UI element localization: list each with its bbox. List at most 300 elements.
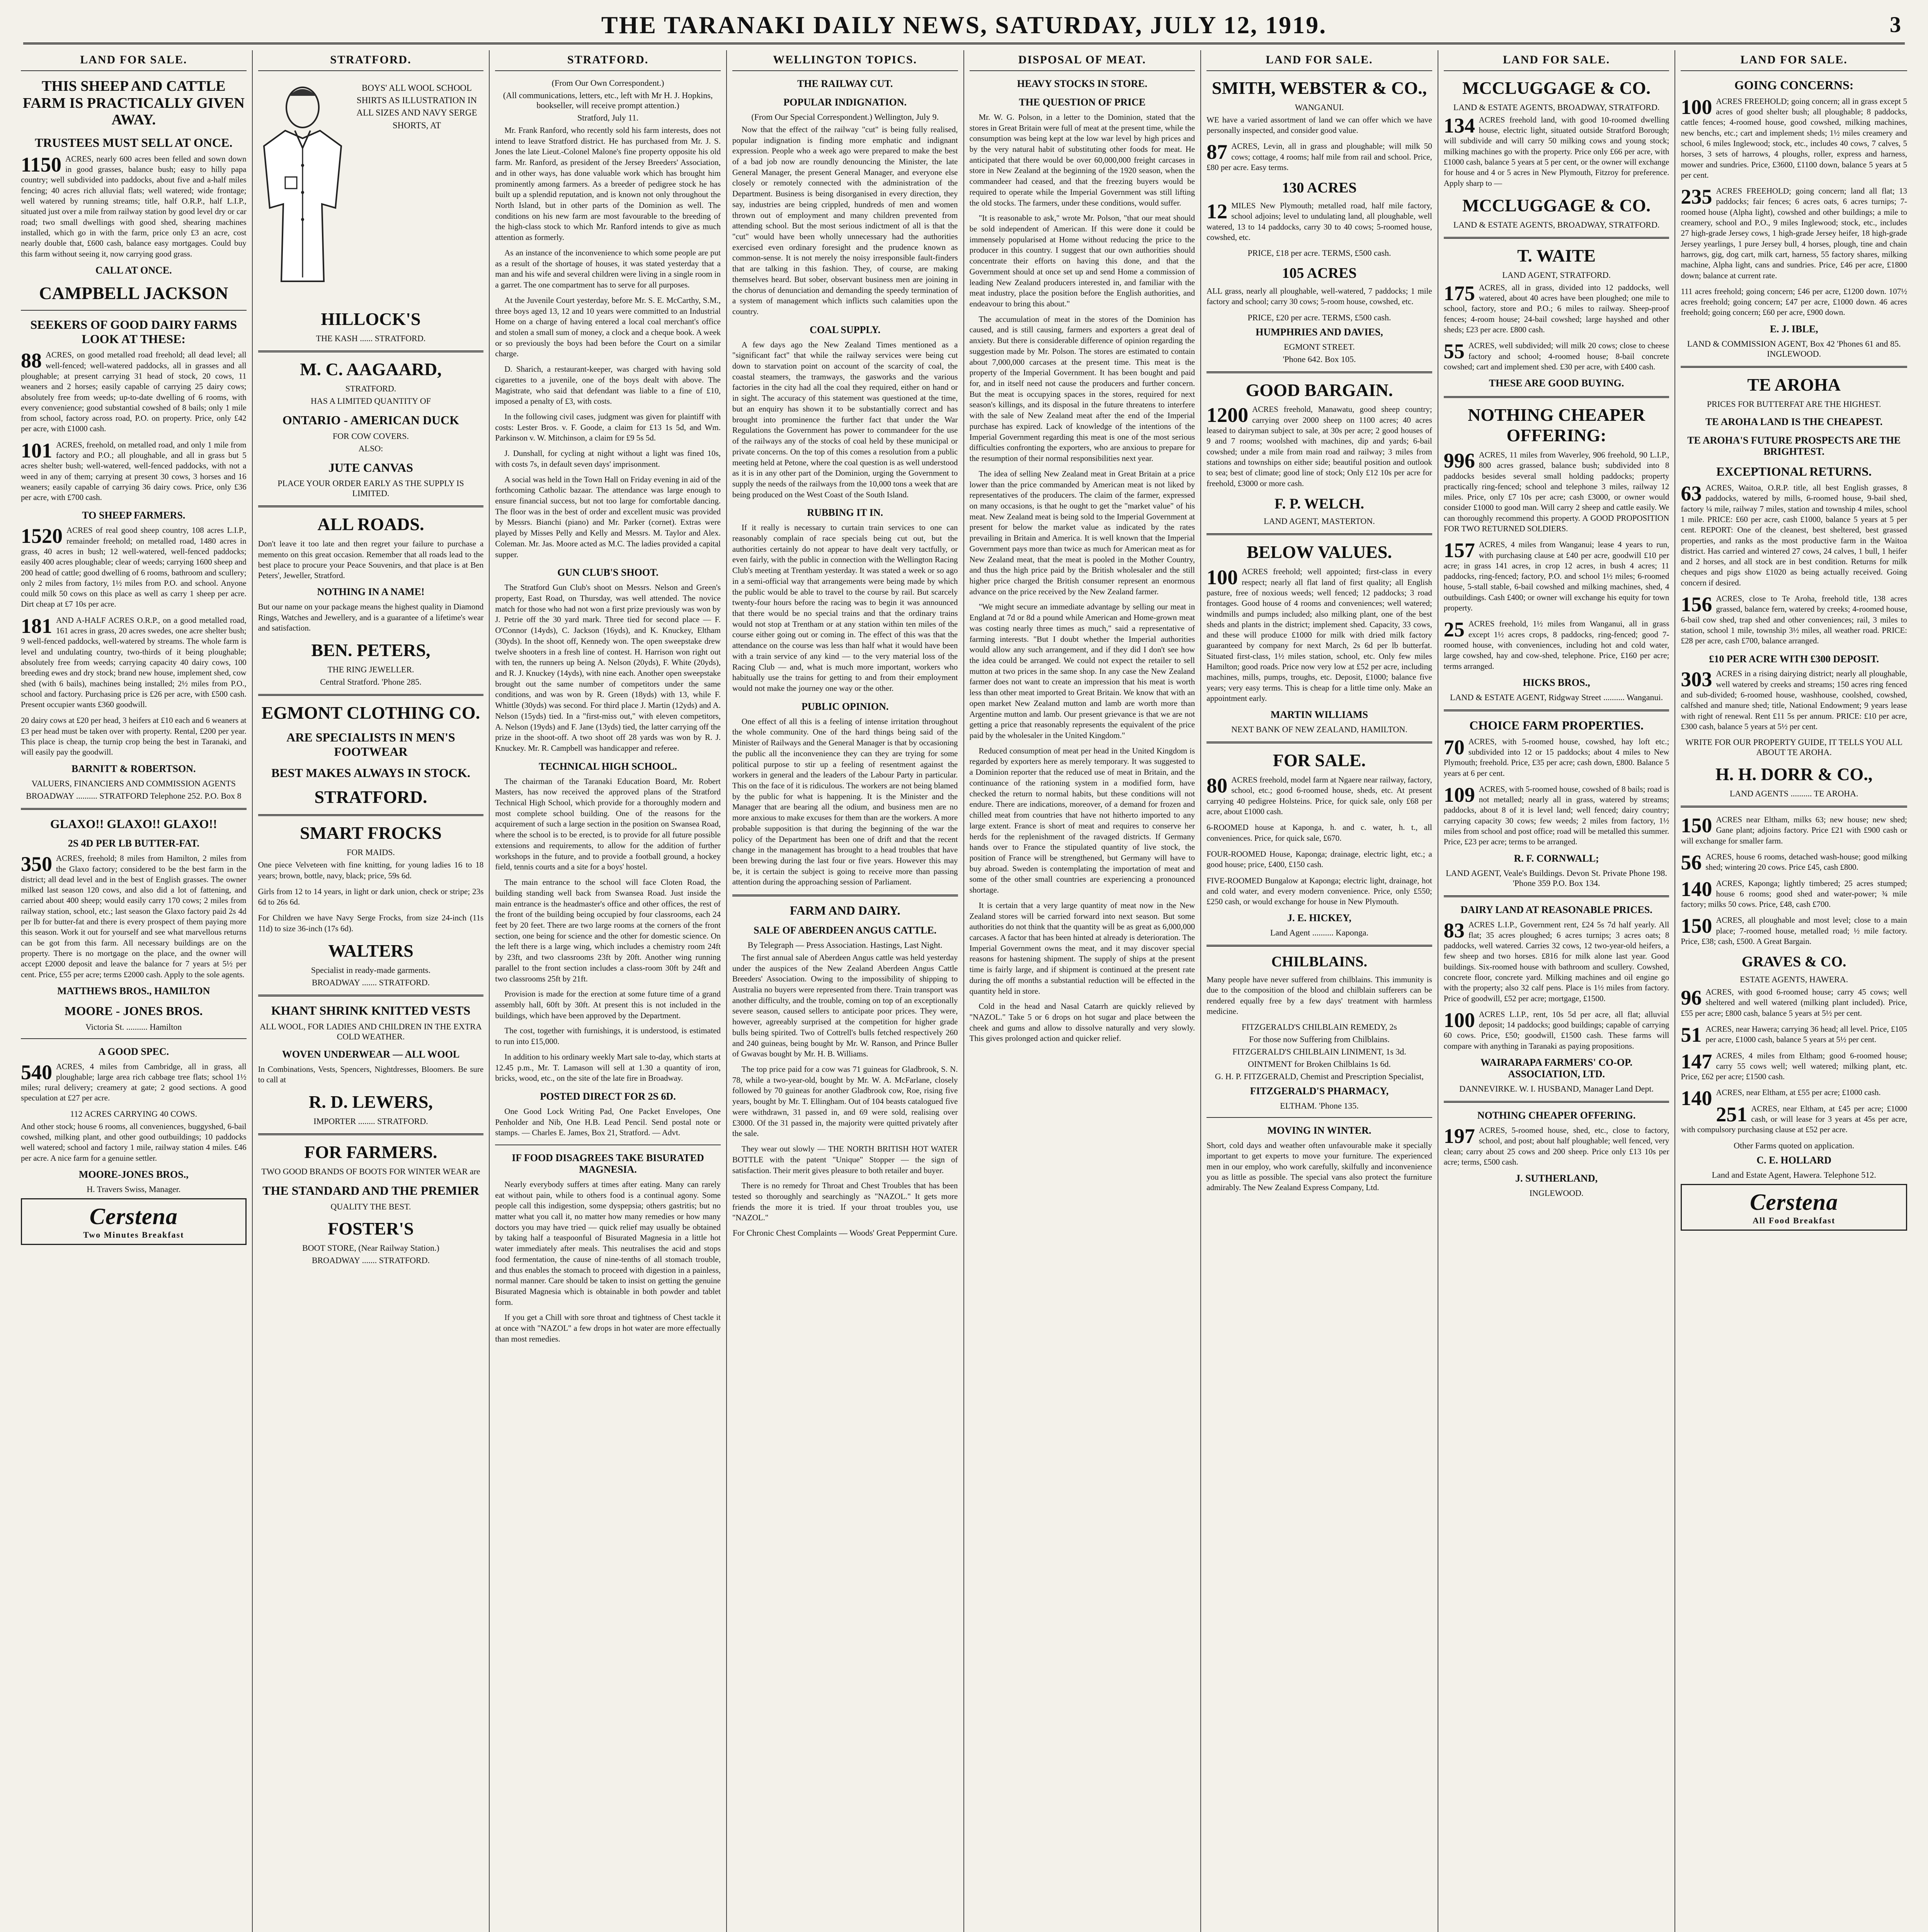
double-divider xyxy=(1681,366,1907,368)
centered-line: Land Agent .......... Kaponga. xyxy=(1270,928,1369,938)
ad-lead-number: 88 xyxy=(21,349,42,372)
shirt-figure-icon xyxy=(258,80,347,297)
ad-lead-number: 156 xyxy=(1681,593,1712,616)
article-paragraph: One effect of all this is a feeling of intense irritation throughout the whole community. One of the hard things being said of the Minister of Railways and the General Manager is that by occasioning the public all the inconvenience they can they are trying for some political purpose to stir up a feeling of resentment against the workers in general and the leaders of the Labour Party in particular. This on the face of it is ridiculous. The workers are not being blamed by the public for what is happening. It is the Minister and the Manager that are bearing all the odium, and business men are no more anxious to make excuses for them than are the workers. A more probable supposition is that during the beginning of the war the policy of the Department has been one of drift and that the recent change in the management has brought to a head troubles that have been brewing during the last four or five years. However this may be, it is certain the subject is going to receive more than passing attention during the approaching session of Parliament. xyxy=(732,716,958,887)
headline: HILLOCK'S xyxy=(321,309,421,329)
advertiser-name: J. E. HICKEY, xyxy=(1287,912,1351,924)
headline: EGMONT CLOTHING CO. xyxy=(261,703,480,723)
centered-line: QUALITY THE BEST. xyxy=(330,1201,411,1211)
article-paragraph: A social was held in the Town Hall on Friday evening in aid of the forthcoming Catholic bazaar. The attendance was large enough to ensure financial success, but not too large for comfortable dancing. The floor was in the best of order and excellent music was provided by Messrs. Bianchi (piano) and Mr. Parker (cornet). Extras were played by Misses Pelly and Kelly and Messrs. M. Taylor and Alex. Coleman. Mr. Jas. Moore acted as M.C. The ladies provided a capital supper. xyxy=(495,474,721,559)
advertiser-name: E. J. IBLE, xyxy=(1770,323,1818,335)
centered-line: For Chronic Chest Complaints — Woods' Great Peppermint Cure. xyxy=(732,1228,958,1238)
advertisement-text: Girls from 12 to 14 years, in light or dark union, check or stripe; 23s 6d to 26s 6d. xyxy=(258,886,484,907)
centered-line: 'Phone 642. Box 105. xyxy=(1283,354,1356,364)
headline: EXCEPTIONAL RETURNS. xyxy=(1716,464,1872,479)
headline: COAL SUPPLY. xyxy=(810,324,881,335)
headline: MCCLUGGAGE & CO. xyxy=(1462,195,1651,215)
ad-lead-number: 140 xyxy=(1681,1087,1712,1110)
double-divider xyxy=(1681,806,1907,808)
column-7 xyxy=(1438,50,1676,1932)
centered-line: Stratford, July 11. xyxy=(577,113,639,122)
advertisement-text: 175 ACRES, all in grass, divided into 12 paddocks, well watered, about 40 acres have been ploughed; one mile to school, factory, store and P.O.; 6 miles to railway. Sheep-proof fences; 4-room house; 24-bail cowshed; large hayshed and other sheds; £23 per acre. £800 cash. xyxy=(1443,281,1669,334)
centered-line: WRITE FOR OUR PROPERTY GUIDE, IT TELLS YOU ALL ABOUT TE AROHA. xyxy=(1685,737,1902,757)
column-4 xyxy=(727,50,964,1932)
centered-line: OINTMENT for Broken Chilblains 1s 6d. xyxy=(1247,1059,1391,1069)
article-paragraph: In addition to his ordinary weekly Mart sale to-day, which starts at 12.45 p.m., Mr. T. Lamason will sell at 1.30 a quantity of iron, bricks, wood, etc., on the site of the late fire in Broadway. xyxy=(495,1052,721,1083)
headline: BEN. PETERS, xyxy=(311,640,431,660)
ad-lead-number: 140 xyxy=(1681,877,1712,901)
centered-line: By Telegraph — Press Association. Hastings, Last Night. xyxy=(747,940,943,950)
headline: POPULAR INDIGNATION. xyxy=(783,96,907,108)
ad-lead-number: 25 xyxy=(1443,618,1465,641)
centered-line: NEXT BANK OF NEW ZEALAND, HAMILTON. xyxy=(1231,724,1407,735)
centered-line: PRICE, £18 per acre. TERMS, £500 cash. xyxy=(1247,248,1391,258)
article-paragraph: Nearly everybody suffers at times after eating. Many can rarely eat without pain, while to others food is a continual agony. Some people call this indigestion, some dyspepsia; others gastritis; but no matter what you call it, no matter how many remedies or how many doctors you may have tried — quick relief may usually be obtained by taking half a teaspoonful of Bisurated Magnesia in a little hot water immediately after meals. This neutralises the acid and stops food fermentation, the cause of nine-tenths of all stomach trouble, and thus enables the stomach to proceed with digestion in a painless, normal manner. Care should be taken to insist on getting the genuine Bisurated Magnesia which is obtainable in both powder and tablet form. xyxy=(495,1179,721,1307)
article-paragraph: It is certain that a very large quantity of meat now in the New Zealand stores will be carried forward into next season. But some authorities do not think that the quantity will be as great as 6,000,000 carcases. A factor that has been hinted at already is deterioration. The Imperial Government owns the meat, and it may discover special reasons for hastening shipment. The supply of ships at the present time is fairly large, and if shipment is continued at the present rate during the off months a substantial reduction will be effected in the quantity held in store. xyxy=(969,900,1195,996)
advertiser-name: HICKS BROS., xyxy=(1523,677,1590,688)
advertiser-name: J. SUTHERLAND, xyxy=(1515,1173,1598,1184)
advertisement-text: Don't leave it too late and then regret your failure to purchase a memento on this great occasion. Remember that all roads lead to the best place to procure your Peace Souvenirs, and that place is at Ben Peters', Jeweller, Stratford. xyxy=(258,539,484,580)
ad-lead-number: 540 xyxy=(21,1060,52,1084)
advertisement-text: 111 acres freehold; going concern; £46 per acre, £1200 down. 107½ acres freehold; going concern; £47 per acre, £1000 down. 46 acres freehold; going concern; £60 per acre, £900 down. xyxy=(1681,286,1907,317)
advertisement-text: 350 ACRES, freehold; 8 miles from Hamilton, 2 miles from the Glaxo factory; considered to be the best farm in the district; all dead level and in the best of English grasses. The owner milked last season 120 cows, and also did a lot of fattening, and carried about 400 sheep; would easily carry 170 cows; 2 miles from railway station, school, etc.; last season the Glaxo factory paid 2s 4d per lb for butter-fat and there is every prospect of them paying more this season. Work it out for yourself and see what marvellous returns can be got from this farm. All necessary buildings are on the property. There is no mortgage on the place, and the owner will accept £2000 deposit and leave the balance for 7 years at 5½ per cent. Price, £55 per acre; terms £2000 cash. Apply to the sole agents. xyxy=(21,852,247,979)
advertisement-text: One piece Velveteen with fine knitting, for young ladies 16 to 18 years; brown, bottle, navy, black; price, 59s 6d. xyxy=(258,860,484,880)
advertisement-text: 1200 ACRES freehold, Manawatu, good sheep country; carrying over 2000 sheep on 1100 acres; 40 acres leased to dairyman subject to sale, at 30s per acre; 2 good houses of 9 and 7 rooms; woolshed with machines, dip and yards; 6-bail cowshed; under a mile from main road and railway; 3 miles from stations and townships on either side; beautiful position and outlook to sea; best of climate; good line of stock; Only £12 10s per acre for freehold, £3000 or more cash. xyxy=(1206,403,1432,488)
headline: SEEKERS OF GOOD DAIRY FARMS LOOK AT THESE: xyxy=(30,317,237,346)
headline: THE STANDARD AND THE PREMIER xyxy=(262,1184,479,1198)
article-paragraph: D. Sharich, a restaurant-keeper, was charged with having sold cigarettes to a juvenile, one of the boys dealt with above. The Magistrate, who said that defendant was liable to a fine of £10, imposed a penalty of £3, with costs. xyxy=(495,364,721,406)
centered-line: VALUERS, FINANCIERS AND COMMISSION AGENTS xyxy=(31,778,236,788)
centered-line: HAS A LIMITED QUANTITY OF xyxy=(311,396,431,406)
headline: KHANT SHRINK KNITTED VESTS xyxy=(271,1003,471,1017)
ad-lead-number: 197 xyxy=(1443,1124,1475,1148)
article-paragraph: A few days ago the New Zealand Times mentioned as a "significant fact" that while the railway services were being cut down to starvation point on account of the scarcity of coal, the coastal steamers, the tramways, the gasworks and the various factories in the city had all the coal they required, either on hand or in sight. The accuracy of this statement was questioned at the time, but an enquiry has shown it to be substantially correct and has brought into prominence the further fact that under the War Regulations the Government has power to commandeer for the use of the railways any of the stocks of coal held by these municipal or private concerns. On the top of this comes a resolution from a public meeting held at Petone, where the coal question is as well understood as it is in any other part of the Dominion, urging the Government to supply the needs of the railways from the 10,000 tons a week that are being produced on the West Coast of the South Island. xyxy=(732,340,958,499)
headline: TECHNICAL HIGH SCHOOL. xyxy=(539,760,677,772)
headline: GUN CLUB'S SHOOT. xyxy=(557,567,659,578)
centered-line: THE KASH ...... STRATFORD. xyxy=(316,333,426,343)
advertisement-text: And other stock; house 6 rooms, all conveniences, buggyshed, 6-bail cowshed, milking plant, and other good outbuildings; 10 paddocks well watered; school and factory 1 mile, railway station 4 miles. £46 per acre. A nice farm for a genuine settler. xyxy=(21,1121,247,1163)
double-divider xyxy=(732,895,958,896)
advertisement-text: WE have a varied assortment of land we can offer which we have personally inspected, and consider good value. xyxy=(1206,115,1432,135)
article-paragraph: As an instance of the inconvenience to which some people are put as a result of the shortage of houses, it was stated yesterday that a man and his wife and several children were living in a single room in a garret. The one compartment has to serve for all purposes. xyxy=(495,248,721,290)
ad-lead-number: 70 xyxy=(1443,735,1465,759)
advertisement-text: 12 MILES New Plymouth; metalled road, half mile factory, school adjoins; level to undulating land, all ploughable, well watered, 13 to 14 paddocks, carry 30 to 40 cows; 5-roomed house, cowshed, etc. xyxy=(1206,200,1432,242)
advertisement-text: 150 ACRES near Eltham, milks 63; new house; new shed; Gane plant; adjoins factory. Price £21 with £900 cash or will exchange for smaller farm. xyxy=(1681,814,1907,845)
advertisement-text: 140 ACRES, near Eltham, at £55 per acre; £1000 cash. xyxy=(1681,1087,1881,1110)
article-paragraph: Mr. W. G. Polson, in a letter to the Dominion, stated that the stores in Great Britain were full of meat at the present time, while the consumption was being kept at the low war level by high prices and by the very natural habit of substituting other foods for meat. He anticipated that there would be over 60,000,000 freight carcases in store in New Zealand at the beginning of the 1920 season, when the commandeer had ceased, and that the freezing buyers would be required to operate while the Imperial Government was still lifting the old stocks. The farmers, under these conditions, would suffer. xyxy=(969,112,1195,207)
advertiser-name: CALL AT ONCE. xyxy=(95,264,172,276)
centered-line: FITZGERALD'S CHILBLAIN REMEDY, 2s xyxy=(1241,1022,1397,1032)
headline: 105 ACRES xyxy=(1282,265,1357,282)
centered-line: FITZGERALD'S CHILBLAIN LINIMENT, 1s 3d. xyxy=(1232,1047,1406,1057)
article-paragraph: "It is reasonable to ask," wrote Mr. Polson, "that our meat should be sold independent of American. If this were done it could be immensely popularised at Home without reducing the price to the producer in this country. I suggest that our own authorities should concentrate their efforts on having this done, and that the Government should at once set up and send Home a commission of leading New Zealand producers interested in, and familiar with the meat industry, place the position before the English authorities, and endeavour to bring this about." xyxy=(969,213,1195,308)
column-1 xyxy=(15,50,253,1932)
headline: FOR FARMERS. xyxy=(304,1142,437,1162)
advertisement-text: ALL grass, nearly all ploughable, well-watered, 7 paddocks; 1 mile factory and school; carry 30 cows; 5-room house, cowshed, etc. xyxy=(1206,286,1432,306)
advertisement-text: 55 ACRES, well subdivided; will milk 20 cows; close to cheese factory and school; 4-roomed house; 8-bail concrete cowshed; cart and implement shed. £30 per acre, with £400 cash. xyxy=(1443,340,1669,371)
advertiser-name: R. F. CORNWALL; xyxy=(1514,852,1599,864)
headline: ALL ROADS. xyxy=(317,514,424,534)
advertisement-text: In Combinations, Vests, Spencers, Nightdresses, Bloomers. Be sure to call at xyxy=(258,1064,484,1084)
column-heading: LAND FOR SALE. xyxy=(1444,50,1669,71)
advertiser-name: HUMPHRIES AND DAVIES, xyxy=(1256,326,1383,338)
ad-lead-number: 55 xyxy=(1443,340,1465,363)
article-paragraph: There is no remedy for Throat and Chest Troubles that has been tested so thoroughly and searchingly as "NAZOL." It gets more friends the more it is tried. If your throat troubles you, use "NAZOL." xyxy=(732,1181,958,1223)
page-number: 3 xyxy=(1890,12,1901,37)
double-divider xyxy=(258,694,484,696)
headline: F. P. WELCH. xyxy=(1274,495,1364,512)
divider xyxy=(1206,1117,1432,1118)
centered-line: ALSO: xyxy=(358,443,383,453)
boy-shirt-illustration xyxy=(258,80,347,297)
column-2 xyxy=(253,50,490,1932)
column-heading: LAND FOR SALE. xyxy=(21,50,247,71)
centered-line: PRICE, £20 per acre. TERMS, £500 cash. xyxy=(1247,312,1391,322)
article-paragraph: The idea of selling New Zealand meat in Great Britain at a price lower than the price commanded by American meat is not liked by representatives of the producers. The claim of the farmer, expressed on many occasions, is that he ought to get the "market value" of his meat. New Zealand meat is being sold to the Imperial Government at present for below the market value as indicated by the rates prevailing in Britain and America. It is well known that the Imperial Government pays more than twice as much for American meat as for New Zealand meat, that the meat is pooled in the Mother Country, and thus the high price paid by the British wholesaler and the still higher price charged the British consumer represent an enormous advance on the price received by the New Zealand farmer. xyxy=(969,469,1195,596)
advertiser-name: MARTIN WILLIAMS xyxy=(1270,709,1368,721)
article-paragraph: The first annual sale of Aberdeen Angus cattle was held yesterday under the auspices of the New Zealand Aberdeen Angus Cattle Breeders' Association. Owing to the impossibility of shipping to Australia no buyers were represented from there. Train transport was another difficulty, and the trouble, coming on top of an exceptionally severe season, caused sellers to anticipate poor prices. They were, however, agreeably surprised at the competition for higher grade bulls being spirited. Two of Cottrell's bulls fetched respectively 260 and 240 guineas, being bought by Mr. W. Ranson, and Prince Buller of Gwavas bought by Mr. H. B. Williams. xyxy=(732,952,958,1059)
advertisement-text: 63 ACRES, Waitoa, O.R.P. title, all best English grasses, 8 paddocks, watered by mills, 6-roomed house, 9-bail shed, factory ¼ mile, railway 7 miles, station and township 4 miles, school 1 mile. PRICE: £60 per acre, cash £1000, balance 5 years at 5 per cent. REPORT: One of the cleanest, best sheltered, best grassed properties, and ranks as the most productive farm in the Waitoa district. Has carried and wintered 27 cows, 24 calves, 1 bull, 1 heifer and 2 horses, and all stock are in best condition. Returns for milk cheques and pigs show £1020 as being actually received. Going concern if desired. xyxy=(1681,482,1907,587)
centered-line: WANGANUI. xyxy=(1295,102,1344,112)
headline: NOTHING CHEAPER OFFERING: xyxy=(1468,405,1645,446)
centered-line: Central Stratford. 'Phone 285. xyxy=(320,677,422,687)
centered-line: DANNEVIRKE. W. I. HUSBAND, Manager Land Dept. xyxy=(1459,1084,1654,1094)
advertisement-text: 101 ACRES, freehold, on metalled road, and only 1 mile from factory and P.O.; all ploughable, and all in grass but 5 acres shelter bush; well-watered, well-fenced paddocks, with not a weed in any of them; carrying at present 30 cows, 3 horses and 16 weaners; easily capable of carrying 36 dairy cows. Price, only £36 per acre, with £700 cash. xyxy=(21,439,247,502)
double-divider xyxy=(258,1133,484,1135)
column-heading: WELLINGTON TOPICS. xyxy=(732,50,958,71)
advertisement-text: 540 ACRES, 4 miles from Cambridge, all in grass, all ploughable; large area rich cabbage tree flats; school 1½ miles; rural delivery; creamery at gate; 2 good sections. A good speculation at £27 per acre. xyxy=(21,1060,247,1103)
centered-line: 112 ACRES CARRYING 40 COWS. xyxy=(70,1109,197,1119)
ad-lead-number: 235 xyxy=(1681,185,1712,209)
headline: TRUSTEES MUST SELL AT ONCE. xyxy=(35,136,233,150)
headline: M. C. AAGAARD, xyxy=(300,359,442,379)
centered-line: (From Our Special Correspondent.) Wellington, July 9. xyxy=(751,112,939,122)
ad-lead-number: 12 xyxy=(1206,200,1228,223)
headline: H. H. DORR & CO., xyxy=(1715,764,1873,784)
headline: MOORE - JONES BROS. xyxy=(65,1003,203,1018)
headline: 2S 4D PER LB BUTTER-FAT. xyxy=(68,838,199,849)
headline: TE AROHA'S FUTURE PROSPECTS ARE THE BRIGHTEST. xyxy=(1687,434,1901,457)
centered-line: FOR MAIDS. xyxy=(347,847,395,857)
double-divider xyxy=(258,505,484,507)
double-divider xyxy=(258,995,484,997)
masthead xyxy=(23,8,1905,44)
ad-lead-number: 1520 xyxy=(21,524,63,548)
double-divider xyxy=(1444,1101,1669,1103)
advertisement-text: 181 AND A-HALF ACRES O.R.P., on a good metalled road, 161 acres in grass, 20 acres swedes, one acre shelter bush; 9 well-fenced paddocks, well-watered by streams. The whole farm is level and undulating country, two-thirds of it being ploughable; absolutely free from weeds; carrying capacity 40 dairy cows, 100 breeding ewes and dry stock; brand new house, implement shed, cow shed (with 6 bails), machines being installed; 2½ miles from P.O., school and factory. Purchasing price is £26 per acre, with £500 cash. Present occupier wants £360 goodwill. xyxy=(21,614,247,709)
centered-line: IMPORTER ........ STRATFORD. xyxy=(313,1116,428,1126)
centered-line: LAND & COMMISSION AGENT, Box 42 'Phones 61 and 85. INGLEWOOD. xyxy=(1687,338,1901,359)
centered-line: LAND AGENT, MASTERTON. xyxy=(1264,516,1375,526)
column-6 xyxy=(1201,50,1438,1932)
masthead-title: THE TARANAKI DAILY NEWS, SATURDAY, JULY 12, 1919. xyxy=(601,11,1327,39)
headline: MOVING IN WINTER. xyxy=(1267,1125,1372,1136)
headline: WOVEN UNDERWEAR — ALL WOOL xyxy=(282,1048,460,1060)
headline: FOSTER'S xyxy=(328,1218,414,1238)
advertiser-name: THESE ARE GOOD BUYING. xyxy=(1489,378,1624,389)
double-divider xyxy=(258,814,484,816)
column-heading: DISPOSAL OF MEAT. xyxy=(970,50,1195,71)
advertiser-name: WAIRARAPA FARMERS' CO-OP. ASSOCIATION, LTD. xyxy=(1480,1057,1633,1080)
headline: IF FOOD DISAGREES TAKE BISURATED MAGNESIA. xyxy=(512,1152,704,1175)
logo-tagline: All Food Breakfast xyxy=(1753,1215,1836,1225)
ad-lead-number: 181 xyxy=(21,614,52,638)
shirt-ad-text: BOYS' ALL WOOL SCHOOL SHIRTS AS ILLUSTRATION IN ALL SIZES AND NAVY SERGE SHORTS, AT xyxy=(356,83,477,130)
advertisement-text: 235 ACRES FREEHOLD; going concern; land all flat; 13 paddocks; fair fences; 6 acres oats, 6 acres turnips; 7-roomed house (Alpha light), cowshed and other buildings; a mile to creamery, school and P.O., 9 miles Inglewood; stock, etc., includes 27 high-grade Jersey cows, 1 high-grade Jersey heifer, 18 high-grade Jersey yearlings, 1 pure Jersey bull, 4 horses, plough, tine and chain harrows, gig, dog cart, milk cart, harness, 55 factory shares, milking machine, Alpha light, cans and sundries. Price, £46 per acre, £1800 down; balance at current rate. xyxy=(1681,185,1907,280)
headline: POSTED DIRECT FOR 2S 6D. xyxy=(540,1091,676,1102)
double-divider xyxy=(1444,895,1669,897)
advertisement-text: 251 ACRES, near Eltham, at £45 per acre; £1000 cash, or will lease for 3 years at 45s per acre, with compulsory purchasing clause at £52 per acre. xyxy=(1681,1102,1907,1134)
article-paragraph: Provision is made for the erection at some future time of a grand assembly hall, 60ft by 30ft. At present this is not included in the buildings, which have been approved by the Department. xyxy=(495,989,721,1020)
advertisement-text: 25 ACRES freehold, 1½ miles from Wanganui, all in grass except 1½ acres crops, 8 paddocks, ring-fenced; good 7-roomed house, with conveniences, including hot and cold water, large cowshed, hay and cow-shed, telephone. Price, £160 per acre; terms arranged. xyxy=(1443,618,1669,671)
column-heading: STRATFORD. xyxy=(258,50,484,71)
ad-lead-number: 157 xyxy=(1443,539,1475,562)
headline: DAIRY LAND AT REASONABLE PRICES. xyxy=(1460,904,1652,915)
advertisement-text: 109 ACRES, with 5-roomed house, cowshed of 8 bails; road is not metalled; nearly all in grass, watered by streams; paddocks, about 8 of it is level land; well fenced; dairy country; carrying capacity 30 cows; few weeds; 2 miles from factory, 1½ miles from school and post office; road will be metalled this summer. Price, £23 per acre; terms to be arranged. xyxy=(1443,783,1669,847)
headline: TO SHEEP FARMERS. xyxy=(82,510,185,521)
ad-lead-number: 251 xyxy=(1716,1102,1748,1126)
columns-container xyxy=(15,50,1913,1932)
advertisement-text: 20 dairy cows at £20 per head, 3 heifers at £10 each and 6 weaners at £3 per head must be taken over with property. Rental, £200 per year. This place is cheap, the turnip crop being the best in Taranaki, and will easily pay the goodwill. xyxy=(21,716,247,757)
centered-line: Specialist in ready-made garments. xyxy=(311,965,431,975)
double-divider xyxy=(1444,237,1669,239)
advertisement-text: 80 ACRES freehold, model farm at Ngaere near railway, factory, school, etc.; good 6-roomed house, sheds, etc. At present carrying 40 pedigree Holsteins. Price, for quick sale, only £68 per acre, about £1000 cash. xyxy=(1206,774,1432,816)
ad-lead-number: 100 xyxy=(1206,566,1238,589)
divider xyxy=(21,310,247,311)
advertisement-text: FOUR-ROOMED House, Kaponga; drainage, electric light, etc.; a good house; price, £400, £150 cash. xyxy=(1206,849,1432,869)
advertisement-text: 100 ACRES L.I.P., rent, 10s 5d per acre, all flat; alluvial deposit; 14 paddocks; good buildings; capable of carrying 60 cows. Price, £50; goodwill, £1500 cash. These farms will compare with anything in Taranaki as paying propositions. xyxy=(1443,1008,1669,1051)
headline: FARM AND DAIRY. xyxy=(790,903,900,918)
advertisement-text: For Children we have Navy Serge Frocks, from size 24-inch (11s 11d) to size 36-inch (17s 6d). xyxy=(258,913,484,933)
article-paragraph: If it really is necessary to curtain train services to one can reasonably complain of race specials being cut out, but the authorities certainly do not appear to have dealt very tactfully, or even fairly, with the public in connection with the Wellington Racing Club's meeting at Trentham yesterday. It was stated a week or so ago in a semi-official way that arrangements were being made by which the public would be able to travel to the course by rail. But scarcely twenty-four hours before the racing was to begin it was announced that there would be no special trains and that the ordinary trains would not stop at Trentham or at any station within ten miles of the course either going out or coming in. The effect of this was that the attendance on the course was less than half what it would have been with a train service of any kind — to the very material loss of the Racing Club — and, what is much more important, workers who habitually use the trains for getting to and from their employment would not make the journey one way or the other. xyxy=(732,523,958,693)
headline: R. D. LEWERS, xyxy=(309,1092,433,1112)
column-heading: LAND FOR SALE. xyxy=(1681,50,1907,71)
headline: TE AROHA LAND IS THE CHEAPEST. xyxy=(1705,416,1883,427)
advertiser-name: MATTHEWS BROS., HAMILTON xyxy=(57,985,210,997)
advertisement-text: 96 ACRES, with good 6-roomed house; carry 45 cows; well sheltered and well watered (milking plant included). Price, £55 per acre; £800 cash, balance 5 years at 5½ per cent. xyxy=(1681,986,1907,1018)
shirt-illustration-ad xyxy=(258,78,484,302)
advertisement-text: 51 ACRES, near Hawera; carrying 36 head; all level. Price, £105 per acre, £1000 cash, balance 5 years at 5½ per cent. xyxy=(1681,1023,1907,1046)
ad-lead-number: 83 xyxy=(1443,918,1465,942)
article-paragraph: The chairman of the Taranaki Education Board, Mr. Robert Masters, has now received the approved plans of the Stratford Technical High School, which provide for a thoroughly modern and most complete school building. One of the reasons for the acquirement of such a large section in the position on Swansea Road, where the school is to be erected, is to provide for all future possible extensions and requirements, to allow for the addition of further workshops in the future, and to provide a football ground, a hockey field, tennis courts and a site for a boys' hostel. xyxy=(495,776,721,872)
centered-line: EGMONT STREET. xyxy=(1284,342,1355,352)
article-paragraph: Mr. Frank Ranford, who recently sold his farm interests, does not intend to leave Stratford district. He has purchased from Mr. J. S. Jones the late Lieut.-Colonel Malone's fine property opposite his old farm. Mr. Ranford, as president of the Jersey Breeders' Association, and in other ways, has done valuable work which has brought him prominently among farmers. As a breeder of pedigree stock he has built up a splendid reputation, and is known not only throughout the North Island, but in other parts of the Dominion as well. The conditions on his new farm are most favourable to the breeding of the high-class stock to which Mr. Ranford intends to give as much attention as formerly. xyxy=(495,126,721,242)
double-divider xyxy=(1206,371,1432,373)
article-paragraph: At the Juvenile Court yesterday, before Mr. S. E. McCarthy, S.M., three boys aged 13, 12 and 10 years were committed to an Industrial Home on a charge of having entered a local coal merchant's office and stolen a small sum of money, a clock and a cheque book. A week or so previously the boys had been before the Court on a similar charge. xyxy=(495,295,721,359)
ad-lead-number: 150 xyxy=(1681,914,1712,938)
ad-lead-number: 1150 xyxy=(21,153,62,176)
centered-line: LAND AGENT, STRATFORD. xyxy=(1502,270,1611,280)
headline: HEAVY STOCKS IN STORE. xyxy=(1017,78,1147,89)
article-paragraph: They wear out slowly — THE NORTH BRITISH HOT WATER BOTTLE with the patent "Unique" Stopper — the sign of satisfaction. Their merit gives pleasure to both retailer and buyer. xyxy=(732,1144,958,1175)
ad-lead-number: 63 xyxy=(1681,482,1702,505)
headline: JUTE CANVAS xyxy=(328,460,413,474)
article-paragraph: Cold in the head and Nasal Catarrh are quickly relieved by "NAZOL." Take 5 or 6 drops on hot sugar and place between the cheek and gums and allow to dissolve naturally and very slowly. This gives prolonged action and quicker relief. xyxy=(969,1002,1195,1043)
headline: ARE SPECIALISTS IN MEN'S FOOTWEAR xyxy=(286,730,455,759)
double-divider xyxy=(1206,533,1432,535)
ad-lead-number: 109 xyxy=(1443,783,1475,806)
column-heading: STRATFORD. xyxy=(495,50,721,71)
double-divider xyxy=(21,808,247,810)
centered-line: H. Travers Swiss, Manager. xyxy=(87,1184,181,1194)
headline: THE QUESTION OF PRICE xyxy=(1019,96,1146,108)
cerstena-logo: Cerstena Two Minutes Breakfast xyxy=(21,1198,247,1245)
advertisement-text: 150 ACRES, all ploughable and most level; close to a main place; 7-roomed house, metalled road; ½ mile factory. Price, £38; cash, £500. A Great Bargain. xyxy=(1681,914,1907,946)
advertiser-name: FITZGERALD'S PHARMACY, xyxy=(1250,1085,1389,1097)
logo-tagline: Two Minutes Breakfast xyxy=(83,1230,184,1240)
advertisement-text: 100 ACRES freehold; well appointed; first-class in every respect; nearly all flat land of first quality; all English pasture, free of noxious weeds; well fenced; 12 paddocks; 3 road frontages. Good house of 4 rooms and conveniences; well watered; windmills and pumps included; also milking plant, one of the best sheds and plants in the district; implement shed. Capacity, 33 cows, and these will produce £1000 for milk with dried milk factory guaranteed by company for next March, 2s 6d per lb butterfat. Situated first-class, 1½ miles station, school, etc. Only few miles Hamilton; good roads. Price now very low at £52 per acre, including machines, mills, pumps, troughs, etc. Deposit, £1000; balance five years; very easy terms. This is cheap for a little time only. Make an appointment early. xyxy=(1206,566,1432,703)
centered-line: TWO GOOD BRANDS OF BOOTS FOR WINTER WEAR are xyxy=(261,1167,480,1177)
headline: THE RAILWAY CUT. xyxy=(797,78,893,89)
centered-line: LAND & ESTATE AGENT, Ridgway Street .......... Wanganui. xyxy=(1450,692,1663,702)
article-paragraph: The main entrance to the school will face Cloten Road, the building standing well back from Swansea Road. Just inside the main entrance is the headmaster's office and other offices, the rest of the front of the building being occupied by four classrooms, each 24 feet by 20 feet. There are two large rooms at the corners of the front section, one being for science and the other for domestic science. On the left there is a large wing, which includes a chemistry room 24ft by 23ft, and two classrooms 23ft by 20ft. Another wing running parallel to the front section includes a class-room 30ft by 24ft and two classrooms 25ft by 21ft. xyxy=(495,878,721,983)
centered-line: BROADWAY ....... STRATFORD. xyxy=(311,977,430,987)
ad-lead-number: 996 xyxy=(1443,449,1475,472)
headline: STRATFORD. xyxy=(314,787,427,807)
headline: MCCLUGGAGE & CO. xyxy=(1462,78,1651,98)
article-paragraph: Now that the effect of the railway "cut" is being fully realised, popular indignation is finding more emphatic and indignant expression. People who a week ago were prepared to make the best of a bad job now are roundly denouncing the Minister, the late General Manager, the present General Manager, and everyone else closely or remotely connected with the administration of the Department. Business is being disorganised in every direction, they say, industries are being crippled, hundreds of men and women thrown out of employment and many children prevented from attending school. But the most serious indictment of all is that the "cut" would have been wholly unnecessary had the authorities exercised even ordinary foresight and the prudence known as common-sense. It is not merely the noisy irresponsible fault-finders that are talking in this fashion. They, of course, are making themselves heard. But sober, observant business men are joining in the chorus of denunciation and demanding the speedy termination of a system of management which inflicts such calamities upon the country. xyxy=(732,124,958,316)
ad-lead-number: 303 xyxy=(1681,668,1712,691)
centered-line: ALL WOOL, FOR LADIES AND CHILDREN IN THE EXTRA COLD WEATHER. xyxy=(260,1021,482,1041)
headline: FOR SALE. xyxy=(1273,750,1366,770)
double-divider xyxy=(1206,742,1432,743)
centered-line: FOR COW COVERS. xyxy=(332,431,409,441)
ad-lead-number: 96 xyxy=(1681,986,1702,1010)
centered-line: Other Farms quoted on application. xyxy=(1734,1140,1855,1150)
headline: BEST MAKES ALWAYS IN STOCK. xyxy=(271,765,470,780)
headline: GOING CONCERNS: xyxy=(1734,78,1854,92)
ad-lead-number: 350 xyxy=(21,852,52,876)
headline: CAMPBELL JACKSON xyxy=(39,283,228,303)
headline: WALTERS xyxy=(328,941,414,961)
centered-line: (All communications, letters, etc., left with Mr H. J. Hopkins, bookseller, will receive prompt attention.) xyxy=(503,90,713,110)
article-paragraph: In the following civil cases, judgment was given for plaintiff with costs: Lester Bros. v. F. Goode, a claim for £13 1s 5d, and Wm. Parkinson v. W. Mitchinson, a claim for £9 5s 5d. xyxy=(495,412,721,443)
ad-lead-number: 100 xyxy=(1443,1008,1475,1032)
ad-lead-number: 1200 xyxy=(1206,403,1249,427)
advertisement-text: 140 ACRES, Kaponga; lightly timbered; 25 acres stumped; house 6 rooms; good shed and water-power; ¾ mile factory; milks 50 cows. Price, £48, cash £700. xyxy=(1681,877,1907,909)
ad-lead-number: 100 xyxy=(1681,95,1712,119)
ad-lead-number: 134 xyxy=(1443,114,1475,137)
headline: GRAVES & CO. xyxy=(1741,954,1846,970)
advertisement-text: Short, cold days and weather often unfavourable make it specially important to get experts to move your furniture. The experienced men in our employ, who work carefully, skilfully and inconvenience you as little as possible. The special vans also protect the furniture admirably. The New Zealand Express Company, Ltd. xyxy=(1206,1141,1432,1192)
advertiser-name: BARNITT & ROBERTSON. xyxy=(71,763,196,774)
headline: SALE OF ABERDEEN ANGUS CATTLE. xyxy=(754,924,937,936)
centered-line: LAND AGENTS .......... TE AROHA. xyxy=(1729,789,1858,799)
centered-line: ESTATE AGENTS, HAWERA. xyxy=(1740,975,1848,985)
article-paragraph: One Good Lock Writing Pad, One Packet Envelopes, One Penholder and Nib, One H.B. Lead Pencil. Send postal note or stamps. — Charles E. James, Box 21, Stratford. — Advt. xyxy=(495,1106,721,1138)
advertisement-text: 83 ACRES L.I.P., Government rent, £24 5s 7d half yearly. All flat; 35 acres ploughed; 6 acres turnips; 3 acres oats; 8 paddocks, well watered. Carries 32 cows, 12 two-year-old heifers, a few sheep and two horses. £816 for milk alone last year. Good buildings. Six-roomed house with bathroom and scullery. Cowshed, concrete floor, concrete yard. Milking machines and oil engine go with the property; also 32 calf pens. Place is 1½ miles from factory. Price of goodwill, £52 per acre; mortgage, £1500. xyxy=(1443,918,1669,1003)
ad-lead-number: 80 xyxy=(1206,774,1228,798)
advertisement-text: 100 ACRES FREEHOLD; going concern; all in grass except 5 acres of good shelter bush; all ploughable; 8 paddocks, cattle fences; 4-roomed house, good cowshed, milking machines, new benchs, etc.; cart and implement sheds; 1½ miles creamery and school, 6 miles Inglewood; stock, etc., includes 40 cows, 7 calves, 5 horses, 3 sets of harrows, 4 ploughs, roller, express and harness, mower and sundries. Price, £3600, £1100 down, balance 5 years at 5 per cent. xyxy=(1681,95,1907,180)
centered-line: ELTHAM. 'Phone 135. xyxy=(1280,1101,1359,1111)
advertisement-text: 134 ACRES freehold land, with good 10-roomed dwelling house, electric light, situated outside Stratford Borough; will subdivide and will carry 50 milking cows and young stock; milking machines go with the property. Price only £66 per acre, with £1000 cash, balance 5 years at 5 per cent, or the owner will exchange for house and 4 or 5 acres in New Plymouth, Fitzroy for preference. Apply sharp to — xyxy=(1443,114,1669,188)
column-heading: LAND FOR SALE. xyxy=(1206,50,1432,71)
advertisement-text: 87 ACRES, Levin, all in grass and ploughable; will milk 50 cows; cottage, 4 rooms; half mile from rail and school. Price, £80 per acre. Easy terms. xyxy=(1206,140,1432,172)
headline: THIS SHEEP AND CATTLE FARM IS PRACTICALLY GIVEN AWAY. xyxy=(22,78,245,128)
centered-line: Victoria St. .......... Hamilton xyxy=(85,1022,182,1032)
column-8 xyxy=(1675,50,1913,1932)
advertisement-text: 197 ACRES, 5-roomed house, shed, etc., close to factory, school, and post; about half ploughable; well fenced, very clean; carry about 25 cows and 200 sheep. Price only £13 10s per acre; terms, £500 cash. xyxy=(1443,1124,1669,1167)
advertisement-text: 1150 ACRES, nearly 600 acres been felled and sown down in good grasses, balance bush; easy to hilly papa country; well subdivided into paddocks, about five and a-half miles fencing; 40 acres rich alluvial flats; well watered; wide frontage; well watered by running streams; title, half O.R.P., half L.I.P., situated just over a mile from railway station by good level dry or car road; two small dwellings with good shed, shearing machines installed, which go in with the farm, price only £3 an acre, cost nearly double that, £600 cash, balance easy mortgages. Could buy this farm without seeing it, now carrying good grass. xyxy=(21,153,247,259)
centered-line: STRATFORD. xyxy=(345,383,396,393)
headline: TE AROHA xyxy=(1747,374,1841,395)
ad-lead-number: 175 xyxy=(1443,281,1475,305)
centered-line: PRICES FOR BUTTERFAT ARE THE HIGHEST. xyxy=(1707,399,1881,409)
advertisement-text: 303 ACRES in a rising dairying district; nearly all ploughable, well watered by creeks and streams; 150 acres ring fenced and sub-divided; 6-roomed house, washhouse, coolshed, cowshed, calfshed and manure shed; title, National Endowment; 9 years lease with right of renewal. Rent £11 5s per annum. PRICE: £10 per acre, £300 cash, balance 5 years at 5½ per cent. xyxy=(1681,668,1907,731)
advertisement-text: 88 ACRES, on good metalled road freehold; all dead level; all well-fenced; well-watered paddocks, all in grasses and all ploughable; at present carrying 31 head of stock, 20 cows, 11 weaners and 2 horses; easily capable of carrying 25 dairy cows; absolutely free from weeds; up-to-date dwelling of 6 rooms, with every convenience; good substantial cowshed of 8 bails; only 1 mile from school, factory across road, P.O. on property. Price, only £42 per acre, with £1000 cash. xyxy=(21,349,247,434)
ad-lead-number: 101 xyxy=(21,439,52,462)
double-divider xyxy=(258,350,484,352)
centered-line: LAND & ESTATE AGENTS, BROADWAY, STRATFORD. xyxy=(1453,219,1660,230)
headline: BELOW VALUES. xyxy=(1247,542,1392,562)
centered-line: BROADWAY ....... STRATFORD. xyxy=(311,1255,430,1265)
headline: GOOD BARGAIN. xyxy=(1246,380,1393,400)
headline: RUBBING IT IN. xyxy=(807,507,883,519)
advertisement-text: Many people have never suffered from chilblains. This immunity is due to the composition of the blood and chilblain sufferers can be rendered equally free by a few days' treatment with harmless medicine. xyxy=(1206,975,1432,1016)
advertiser-name: MOORE-JONES BROS., xyxy=(78,1168,189,1180)
advertisement-text: FIVE-ROOMED Bungalow at Kaponga; electric light, drainage, hot and cold water, and every modern convenience. Price, only £550; £250 cash, or would exchange for house in New Plymouth. xyxy=(1206,876,1432,906)
advertisement-text: But our name on your package means the highest quality in Diamond Rings, Watches and Jewellery, and is a guarantee of a lifetime's wear and satisfaction. xyxy=(258,602,484,633)
advertisement-text: 157 ACRES, 4 miles from Wanganui; lease 4 years to run, with purchasing clause at £40 per acre, goodwill £10 per acre; in grass 141 acres, in crop 12 acres, in bush 4 acres; 11 paddocks, ring-fenced; factory, P.O. and school 1½ miles; 6-roomed house, 5-stall stable, 6-bail cowshed and milking machines, shed, 4 outbuildings. Cash £400; or owner will exchange his equity for town property. xyxy=(1443,539,1669,613)
centered-line: INGLEWOOD. xyxy=(1529,1188,1584,1198)
article-paragraph: Reduced consumption of meat per head in the United Kingdom is regarded by exporters here as merely temporary. It was suggested to a Dominion reporter that the reduced use of meat in Britain, and the continuance of the rationing system in a modified form, have checked the return to normal habits, but these conditions will not endure. There are indications, moreover, of a demand for frozen and chilled meat from countries that have not hitherto imported to any large extent. France is short of meat and requires to conserve her herds for the replenishment of the ravaged districts. If Germany hands over to France the stipulated quantity of live stock, the position of France will be strengthened, but Germany will have to buy abroad. Sweden is contemplating the importation of meat and some of the other small countries are experiencing a pronounced shortage. xyxy=(969,746,1195,895)
article-paragraph: The accumulation of meat in the stores of the Dominion has caused, and is still causing, farmers and exporters a great deal of anxiety. But there is considerable difference of opinion regarding the suggestion made by Mr. Polson. The stores are estimated to contain about 7,000,000 carcases at the present time. This meat is the property of the Imperial Government. It has been bought and paid for, and in itself need not cause the producers and further concern. But the meat is occupying spaces in the stores, required for next season's killings, and its disposal in the future threatens to interfere with the sale of New Zealand meat after the end of the Imperial purchase has expired. Lack of knowledge of the intentions of the Imperial Government regarding this meat is one of the most serious difficulties confronting the exporters, who are anxious to prepare for the resumption of their normal responsibilities next year. xyxy=(969,314,1195,463)
headline: T. WAITE xyxy=(1517,245,1596,265)
centered-line: PLACE YOUR ORDER EARLY AS THE SUPPLY IS LIMITED. xyxy=(277,478,464,498)
ad-lead-number: 56 xyxy=(1681,851,1702,874)
centered-line: LAND AGENT, Veale's Buildings. Devon St. Private Phone 198. 'Phone 359 P.O. Box 134. xyxy=(1446,868,1667,888)
article-paragraph: If you get a Chill with sore throat and tightness of Chest tackle it at once with "NAZOL" a few drops in hot water are more effectually than most remedies. xyxy=(495,1313,721,1344)
ad-lead-number: 87 xyxy=(1206,140,1228,164)
advertisement-text: 70 ACRES, with 5-roomed house, cowshed, hay loft etc.; subdivided into 12 or 15 paddocks; about 4 miles to New Plymouth; freehold. Price, £35 per acre; cash down, £800. Balance 5 years at 6 per cent. xyxy=(1443,735,1669,778)
divider xyxy=(21,1038,247,1039)
advertisement-text: 156 ACRES, close to Te Aroha, freehold title, 138 acres grassed, balance fern, watered by creeks; 4-roomed house, 6-bail cow shed, trap shed and other conveniences; rail, 3 miles to station, school 1 mile, township 3½ miles, all weather road. PRICE: £28 per acre, cash £700, balance arranged. xyxy=(1681,593,1907,646)
centered-line: (From Our Own Correspondent.) xyxy=(551,78,664,88)
ad-lead-number: 147 xyxy=(1681,1049,1712,1073)
centered-line: THE RING JEWELLER. xyxy=(327,665,414,675)
column-3 xyxy=(490,50,727,1932)
double-divider xyxy=(1206,945,1432,947)
article-paragraph: The cost, together with furnishings, it is understood, is estimated to run into £15,000. xyxy=(495,1026,721,1046)
centered-line: BROADWAY .......... STRATFORD Telephone 252. P.O. Box 8 xyxy=(26,791,242,801)
article-paragraph: The top price paid for a cow was 71 guineas for Gladbrook, S. N. 78, while a two-year-old, bought by Mr. W. A. McFarlane, closely followed by 70 guineas for another Gladbrook cow, Roe, rising five years, bought by Mr. T. Ellingham. Out of 104 beasts catalogued five were withdrawn, 31 passed in, and 69 were sold, realising over £3000. Of the 31 passed in, the majority were quitted privately after the sale. xyxy=(732,1065,958,1138)
centered-line: BOOT STORE, (Near Railway Station.) xyxy=(302,1243,439,1253)
headline: SMART FROCKS xyxy=(300,823,442,843)
headline: SMITH, WEBSTER & CO., xyxy=(1212,78,1427,98)
headline: GLAXO!! GLAXO!! GLAXO!! xyxy=(50,816,217,831)
advertisement-text: 6-ROOMED house at Kaponga, h. and c. water, h. t., all conveniences. Price, for quick sale, £670. xyxy=(1206,823,1432,843)
advertisement-text: 996 ACRES, 11 miles from Waverley, 906 freehold, 90 L.I.P., 800 acres grassed, balance bush; subdivided into 8 paddocks besides several small holding paddocks; property practically ring-fenced; school and telephone 3 miles, railway 12 miles. Price, only £7 10s per acre; cash £3000, or owner would consider £1000 to good man. Will carry 2 sheep and cattle easily. We can thoroughly recommend this property. A GOOD PROPOSITION FOR TWO RETURNED SOLDIERS. xyxy=(1443,449,1669,533)
centered-line: For those now Suffering from Chilblains. xyxy=(1249,1034,1390,1044)
headline: NOTHING CHEAPER OFFERING. xyxy=(1477,1110,1636,1121)
headline: 130 ACRES xyxy=(1282,180,1357,196)
ad-lead-number: 150 xyxy=(1681,814,1712,837)
headline: PUBLIC OPINION. xyxy=(801,701,889,712)
ad-lead-number: 51 xyxy=(1681,1023,1702,1046)
centered-line: LAND & ESTATE AGENTS, BROADWAY, STRATFORD. xyxy=(1453,102,1660,112)
column-5 xyxy=(964,50,1201,1932)
advertisement-text: 147 ACRES, 4 miles from Eltham; good 6-roomed house; carry 55 cows well; well watered; milking plant, etc. Price, £62 per acre; £1500 cash. xyxy=(1681,1049,1907,1082)
double-divider xyxy=(1444,396,1669,398)
centered-line: G. H. P. FITZGERALD, Chemist and Prescription Specialist, xyxy=(1215,1071,1424,1082)
cerstena-logo: Cerstena All Food Breakfast xyxy=(1681,1184,1907,1231)
centered-line: Land and Estate Agent, Hawera. Telephone 512. xyxy=(1712,1170,1876,1180)
advertiser-name: C. E. HOLLARD xyxy=(1756,1154,1831,1166)
article-paragraph: The Stratford Gun Club's shoot on Messrs. Nelson and Green's property, East Road, on Thursday, was well attended. The novice match for those who had not won a first prize previously was won by J. Petrie off the 30 yard mark. Three tied for second place — F. O'Connor (14yds), C. Jackson (16yds), and K. Knuckey, Eltham (30yds). In the shoot off, Kennedy won. The open sweepstake drew twelve shooters in a fresh line of contest. H. Harrison won right out with ten, the runners up being A. Nelson (20yds), F. White (20yds), and R. J. Knuckey (14yds), with nine each. Another open sweepstake brought out the same number of competitors under the same conditions, and was won by R. Green (18yds) with 13, while F. Whittle (30yds) was second. For third place J. Martin (12yds) and A. Nelson (15yds) tied. In a "first-miss out," with eleven competitors, A. Nelson (19yds) and F. Jane (13yds) tied, the latter carrying off the prize in the shoot-off. A two shoot off 28 yards was won by R. J. Knuckey. Mr. R. Campbell was handicapper and referee. xyxy=(495,583,721,753)
advertisement-text: 56 ACRES, house 6 rooms, detached wash-house; good milking shed; wintering 20 cows. Price £45, cash £800. xyxy=(1681,851,1907,874)
advertiser-name: NOTHING IN A NAME! xyxy=(317,586,425,598)
headline: ONTARIO - AMERICAN DUCK xyxy=(282,413,459,427)
